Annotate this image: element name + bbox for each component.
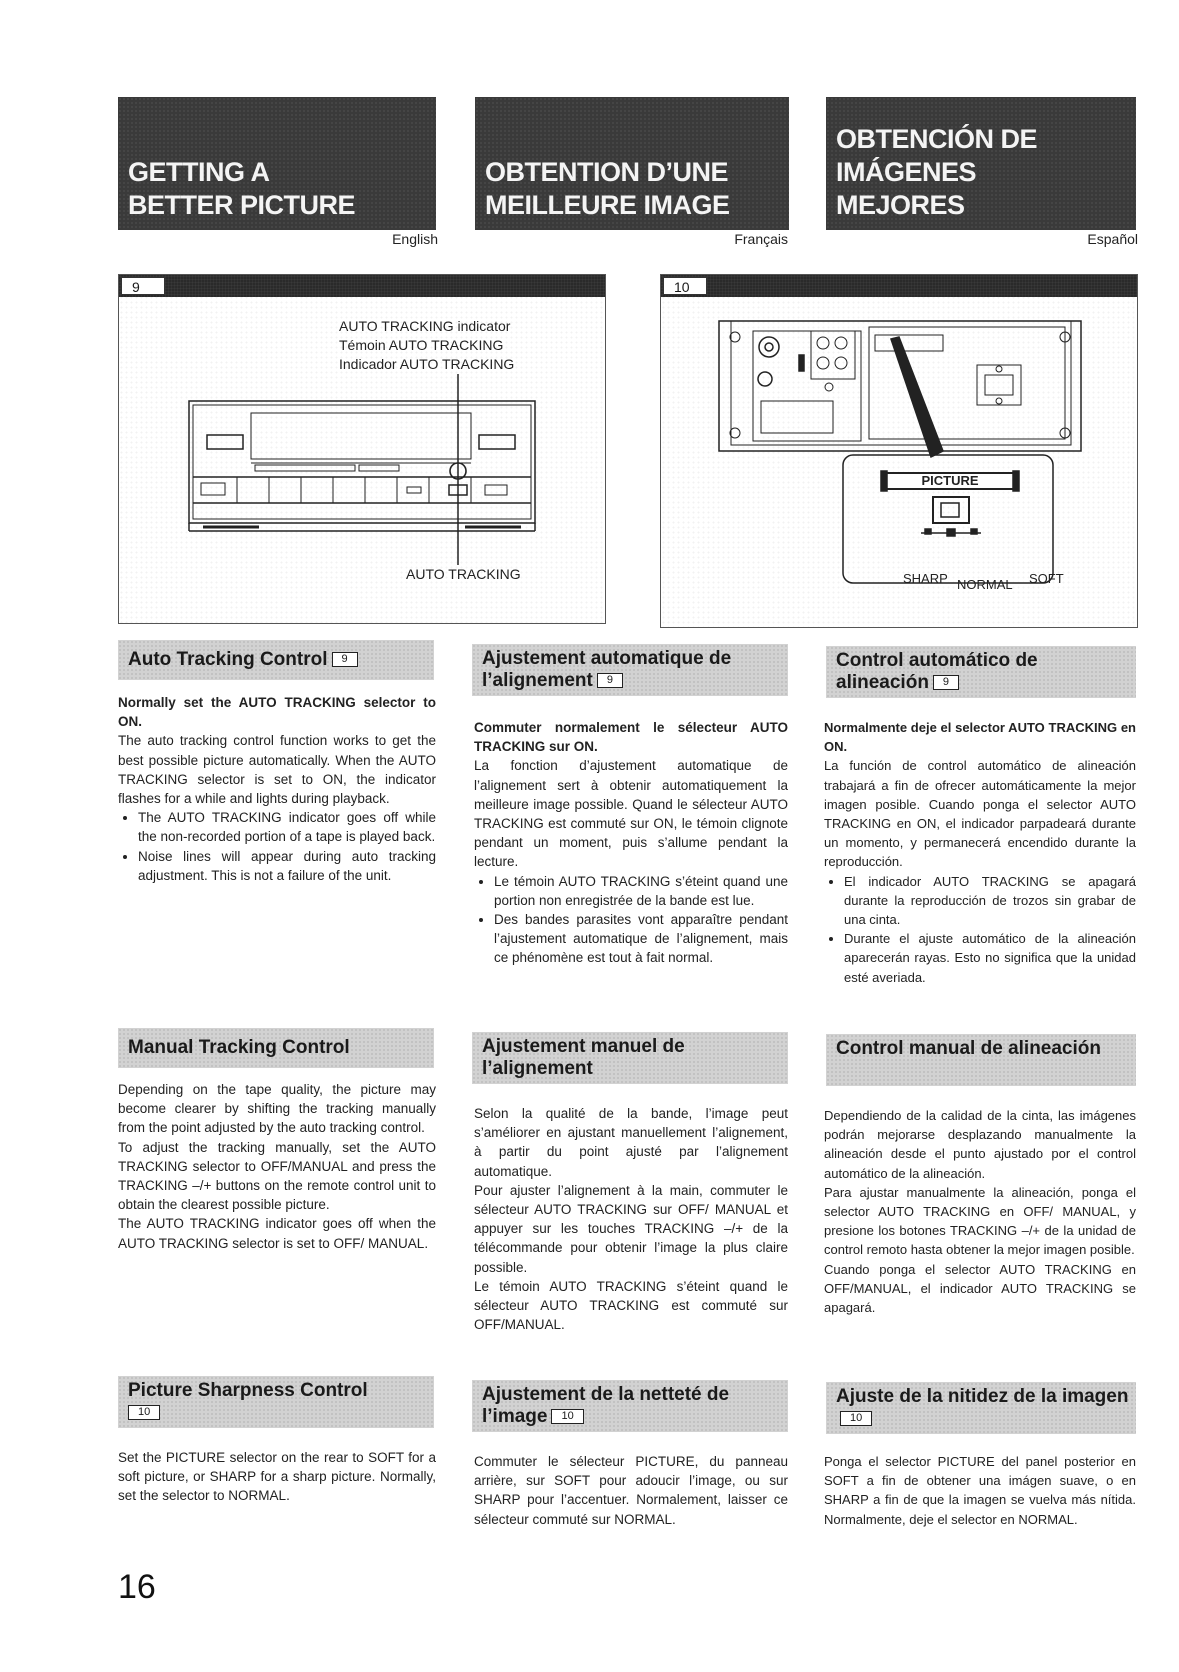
bullet-item: • Le témoin AUTO TRACKING s’éteint quand une portion non enregistrée de la bande est lue. [494, 872, 788, 910]
text-manual-tracking-es [824, 1106, 1136, 1317]
vcr-front-panel-illustration [119, 275, 605, 623]
text-manual-tracking-en [118, 1080, 436, 1253]
heading-sharpness-en [118, 1376, 434, 1428]
figure-ref-10: 10 [128, 1405, 160, 1420]
paragraph: Pour ajuster l’alignement à la main, commuter le sélecteur AUTO TRACKING sur OFF/ MANUAL et appuyer sur les touches TRACKING –/+ de la télécommande pour obtenir l’image la plus claire possible. [474, 1182, 788, 1275]
language-english: English [392, 231, 438, 247]
heading-text: Ajustement automatique de l’alignement [482, 648, 732, 691]
picture-selector-title: PICTURE [921, 473, 979, 488]
paragraph: Commuter le sélecteur PICTURE, du panneau arrière, sur SOFT pour adoucir l’image, ou sur SHARP pour l’accentuer. Normalement, laisser ce sélecteur commuté sur NORMAL. [474, 1454, 788, 1527]
paragraph: Cuando ponga el selector AUTO TRACKING en OFF/MANUAL, el indicador AUTO TRACKING se apagará. [824, 1261, 1136, 1316]
paragraph: The auto tracking control function works to get the best possible picture automatically. When the AUTO TRACKING selector is set to ON, the indicator flashes for a while and lights during playback. [118, 733, 436, 807]
paragraph: Le témoin AUTO TRACKING s’éteint quand le sélecteur AUTO TRACKING est commuté sur OFF/MANUAL. [474, 1278, 788, 1333]
text-manual-tracking-fr [474, 1104, 788, 1334]
lead-instruction: Normally set the AUTO TRACKING selector to ON. [118, 695, 436, 730]
banner-title-english: GETTING A BETTER PICTURE [128, 157, 356, 220]
paragraph: La fonction d’ajustement automatique de l’alignement sert à obtenir automatiquement la meilleure image possible. Quand le sélecteur AUTO TRACKING est commuté sur ON, le témoin clignote pendant un moment, puis s’allume pendant la lecture. [474, 758, 788, 870]
figure-ref-9: 9 [332, 652, 358, 667]
bullet-item: • Noise lines will appear during auto tracking adjustment. This is not a failure of the unit. [138, 847, 436, 885]
text-sharpness-en [118, 1448, 436, 1506]
paragraph: Set the PICTURE selector on the rear to SOFT for a soft picture, or SHARP for a sharp picture. Normally, set the selector to NORMAL. [118, 1450, 436, 1504]
paragraph: The AUTO TRACKING indicator goes off when the AUTO TRACKING selector is set to OFF/ MANUAL. [118, 1216, 436, 1251]
figure-ref-10: 10 [551, 1409, 583, 1424]
banner-french [475, 97, 789, 230]
heading-sharpness-es [826, 1382, 1136, 1434]
language-spanish: Español [1087, 231, 1138, 247]
paragraph: Para ajustar manualmente la alineación, ponga el selector AUTO TRACKING en OFF/ MANUAL, y presione los botones TRACKING –/+ de la unidad de control remoto hasta obtener la mejor imagen posible. [824, 1184, 1136, 1258]
banner-title-spanish: OBTENCIÓN DE IMÁGENES MEJORES [836, 124, 1038, 220]
text-sharpness-fr [474, 1452, 788, 1529]
figure-ref-10: 10 [840, 1411, 872, 1426]
heading-auto-tracking-es [826, 646, 1136, 698]
picture-sharp-label: SHARP [903, 571, 948, 586]
figure-10 [660, 274, 1138, 628]
bullet-item: • Des bandes parasites vont apparaître pendant l’ajustement automatique de l’alignement, mais ce phénomène est tout à fait normal. [494, 910, 788, 968]
bullet-item: • Durante el ajuste automático de la alineación aparecerán rayas. Esto no significa que la unidad esté averiada. [844, 929, 1136, 987]
paragraph: Dependiendo de la calidad de la cinta, las imágenes podrán mejorarse desplazando manualmente la alineación desde el punto ajustado por el control automático de la alineación. [824, 1108, 1136, 1181]
heading-sharpness-fr [472, 1380, 788, 1432]
figure-10-number: 10 [663, 277, 707, 295]
bullet-item: • El indicador AUTO TRACKING se apagará durante la reproducción de trozos sin grabar de una cinta. [844, 872, 1136, 930]
heading-text: Ajustement de la netteté de l’image [482, 1384, 730, 1427]
heading-text: Ajuste de la nitidez de la imagen [836, 1386, 1129, 1407]
banner-spanish [826, 97, 1136, 230]
paragraph: La función de control automático de alineación trabajará a fin de ofrecer automáticamente la mejor imagen posible. Cuando ponga el selector AUTO TRACKING en ON, el indicador parpadeará durante un momento, y permanecerá encendido durante la reproducción. [824, 758, 1136, 870]
figure-9-number: 9 [121, 277, 165, 295]
page-number: 16 [118, 1568, 156, 1606]
lead-instruction: Normalmente deje el selector AUTO TRACKING en ON. [824, 720, 1136, 755]
indicator-label-fr: Témoin AUTO TRACKING [339, 337, 504, 353]
paragraph: Depending on the tape quality, the picture may become clearer by shifting the tracking manually from the point adjusted by the auto tracking control. [118, 1082, 436, 1136]
heading-manual-tracking-es [826, 1034, 1136, 1086]
banner-title-french: OBTENTION D’UNE MEILLEURE IMAGE [485, 157, 730, 220]
heading-auto-tracking-fr [472, 644, 788, 696]
heading-text: Picture Sharpness Control [128, 1380, 368, 1401]
indicator-label-es: Indicador AUTO TRACKING [339, 356, 515, 372]
heading-manual-tracking-fr [472, 1032, 788, 1084]
figure-ref-9: 9 [933, 675, 959, 690]
heading-text: Ajustement manuel de l’alignement [482, 1036, 685, 1079]
figure-9 [118, 274, 606, 624]
paragraph: Selon la qualité de la bande, l’image peut s’améliorer en ajustant manuellement l’alignement, à partir du point ajusté par l’alignement automatique. [474, 1106, 788, 1179]
text-sharpness-es [824, 1452, 1136, 1529]
text-auto-tracking-en [118, 693, 436, 885]
paragraph: To adjust the tracking manually, set the AUTO TRACKING selector to OFF/MANUAL and press the TRACKING –/+ buttons on the remote control unit to obtain the clearest possible picture. [118, 1139, 436, 1213]
vcr-rear-panel-illustration [661, 275, 1137, 627]
heading-text: Control automático de alineación [836, 650, 1038, 693]
bullet-item: • The AUTO TRACKING indicator goes off while the non-recorded portion of a tape is played back. [138, 808, 436, 846]
picture-soft-label: SOFT [1029, 571, 1064, 586]
language-french: Français [734, 231, 788, 247]
paragraph: Ponga el selector PICTURE del panel posterior en SOFT a fin de obtener una imágen suave, o en SHARP a fin de que la imagen se vuelva más nítida. Normalmente, deje el selector en NORMAL. [824, 1454, 1136, 1527]
heading-text: Control manual de alineación [836, 1038, 1101, 1059]
auto-tracking-button-label: AUTO TRACKING [406, 566, 521, 582]
text-auto-tracking-es [824, 718, 1136, 987]
heading-text: Manual Tracking Control [128, 1037, 350, 1058]
lead-instruction: Commuter normalement le sélecteur AUTO TRACKING sur ON. [474, 720, 788, 755]
heading-text: Auto Tracking Control [128, 649, 328, 670]
picture-normal-label: NORMAL [957, 577, 1013, 592]
banner-english [118, 97, 436, 230]
figure-ref-9: 9 [597, 673, 623, 688]
indicator-label-en: AUTO TRACKING indicator [339, 318, 511, 334]
text-auto-tracking-fr [474, 718, 788, 968]
heading-manual-tracking-en [118, 1028, 434, 1068]
heading-auto-tracking-en [118, 640, 434, 680]
